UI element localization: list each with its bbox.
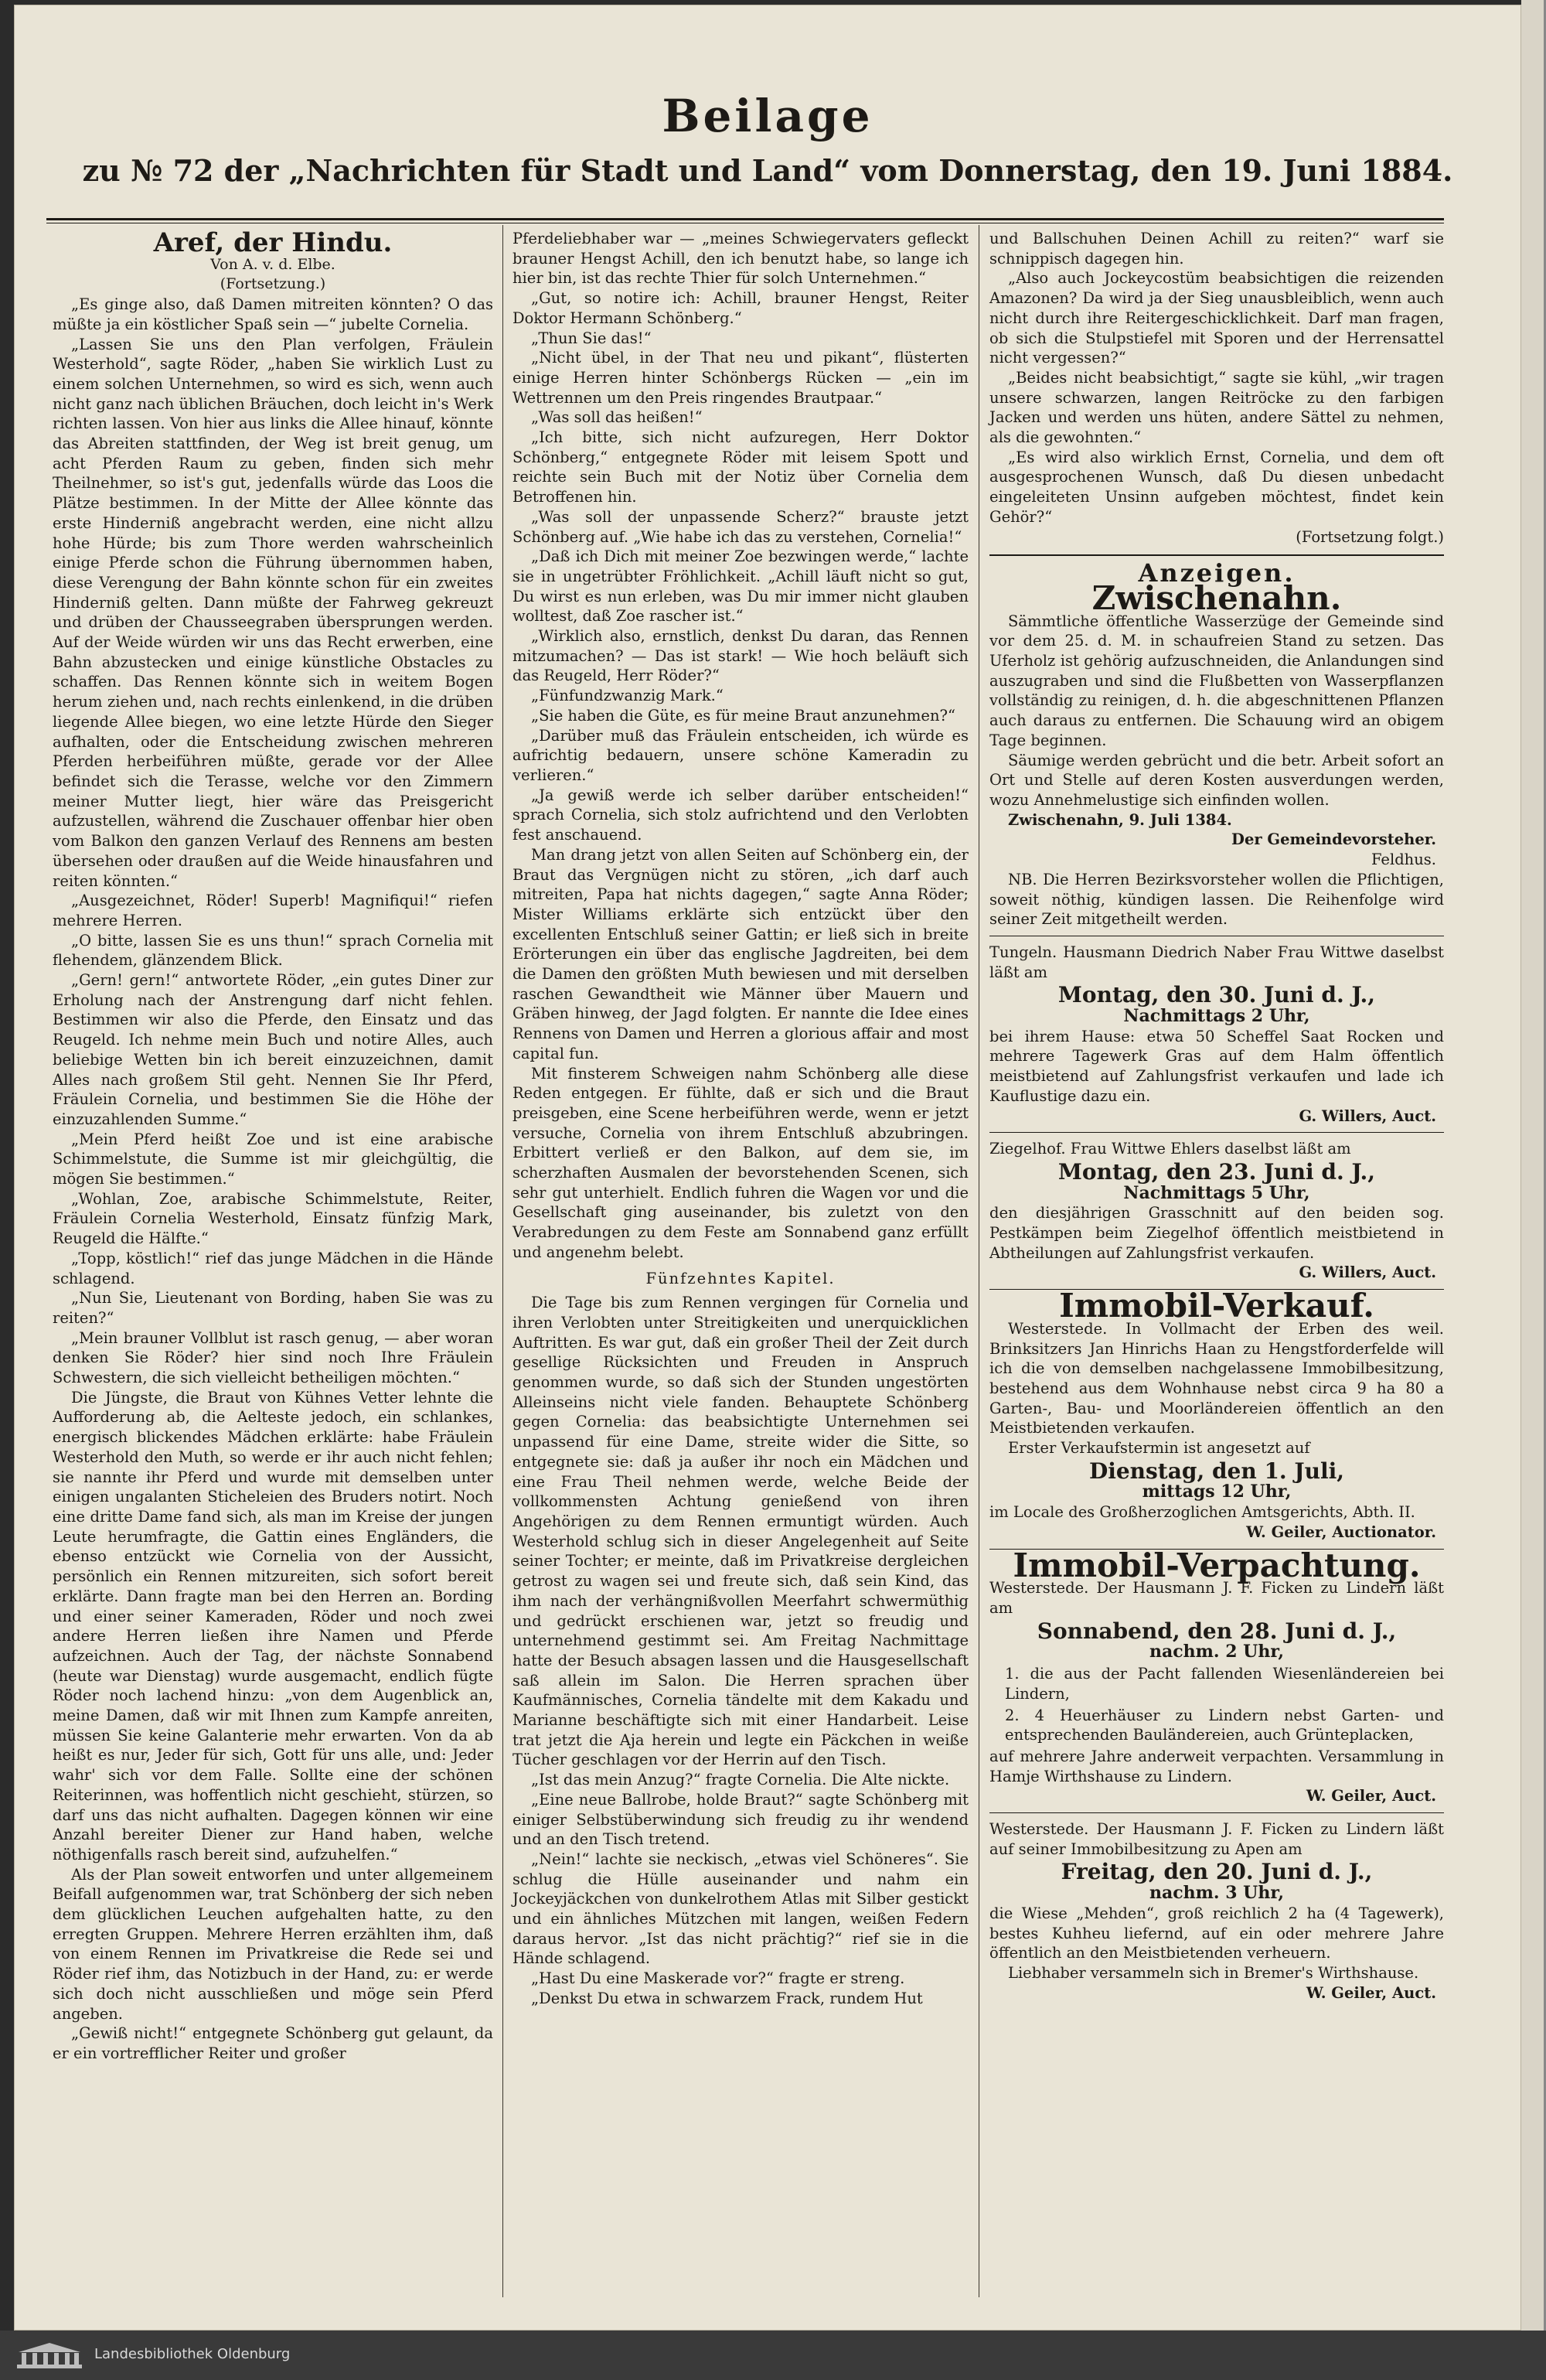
ad-date: Sonnabend, den 28. Juni d. J., (1037, 1618, 1397, 1644)
paragraph: „Gewiß nicht!“ entgegnete Schönberg gut gelaunt, da er ein vortrefflicher Reiter und großer (53, 2024, 493, 2062)
ad-body: Liebhaber versammeln sich in Bremer's Wirthshause. (1008, 1963, 1419, 1982)
ad-signer: G. Willers, Auct. (1299, 1263, 1436, 1282)
ad-headline: Zwischenahn. (1091, 578, 1342, 617)
ad-intro: Westerstede. Der Hausmann J. F. Ficken zu Lindern läßt am (989, 1579, 1444, 1617)
story-column-1 (53, 229, 493, 2064)
ad-westerstede-wiese (989, 1819, 1444, 2003)
paragraph: „Ist das mein Anzug?“ fragte Cornelia. Die Alte nickte. (531, 1771, 950, 1789)
paragraph: „Es wird also wirklich Ernst, Cornelia, und dem oft ausgesprochenen Wunsch, daß Du diesen unbedacht eingeleiteten Unsinn aufgeben möchtest, findet kein Gehör?“ (989, 448, 1444, 526)
ad-place-date: Zwischenahn, 9. Juli 1384. (1008, 810, 1232, 829)
ad-separator (989, 1132, 1444, 1133)
paragraph: „Ja gewiß werde ich selber darüber entscheiden!“ sprach Cornelia, sich stolz aufrichtend und den Verlobten fest anschauend. (512, 786, 969, 844)
paragraph: „Nicht übel, in der That neu und pikant“, flüsterten einige Herren hinter Schönbergs Rücken — „ein im Wettrennen um den Preis ringendes Brautpaar.“ (512, 349, 969, 407)
paragraph: „Es ginge also, daß Damen mitreiten könnten? O das müßte ja ein köstlicher Spaß sein —“ jubelte Cornelia. (53, 295, 493, 333)
paragraph: „Wirklich also, ernstlich, denkst Du daran, das Rennen mitzumachen? — Das ist stark! — Wie hoch beläuft sich das Reugeld, Herr Röder?“ (512, 627, 969, 685)
ad-body: Säumige werden gebrücht und die betr. Arbeit sofort an Ort und Stelle auf deren Kosten ausverdungen werden, wozu Annehmelustige sich einfinden wollen. (989, 751, 1444, 809)
ad-time: nachm. 3 Uhr, (1149, 1883, 1285, 1904)
paragraph: „Also auch Jockeycostüm beabsichtigen die reizenden Amazonen? Da wird ja der Sieg unausbleiblich, wenn auch nicht durch ihre Reitergeschicklichkeit. Darf man fragen, ob sich die Stulpstiefel mit Sporen und der Herrensattel nicht vergessen?“ (989, 269, 1444, 367)
paragraph: „Nun Sie, Lieutenant von Bording, haben Sie was zu reiten?“ (53, 1289, 493, 1327)
paragraph: „Denkst Du etwa in schwarzem Frack, rundem Hut (531, 1989, 923, 2007)
paragraph: und Ballschuhen Deinen Achill zu reiten?“ warf sie schnippisch dagegen hin. (989, 230, 1444, 268)
paragraph: „Ausgezeichnet, Röder! Superb! Magnifiqui!“ riefen mehrere Herren. (53, 892, 493, 929)
ad-headline: Immobil-Verkauf. (1059, 1287, 1374, 1325)
paragraph: Man drang jetzt von allen Seiten auf Schönberg ein, der Braut das Vergnügen nicht zu stören, „ich darf auch mitreiten, Papa hat nichts dagegen,“ sagte Anna Röder; Mister Williams erklärte sich entzückt über den excellenten Entschluß seiner Gattin; er ließ sich in breite Erörterungen ein über das englische Jagdreiten, bei dem die Damen den größten Muth bewiesen und mit derselben raschen Gewandtheit wie Männer über Mauern und Gräben hinweg, der Jagd folgten. Er nannte die Idee eines Rennens von Damen und Herren a glorious affair and most capital fun. (512, 845, 969, 1062)
ad-zwischenahn (989, 578, 1444, 929)
ad-date: Montag, den 23. Juni d. J., (1057, 1158, 1376, 1185)
paragraph: „Gut, so notire ich: Achill, brauner Hengst, Reiter Doktor Hermann Schönberg.“ (512, 289, 969, 327)
paragraph: Die Jüngste, die Braut von Kühnes Vetter lehnte die Aufforderung ab, die Aelteste jedoch, ein schlankes, energisch blickendes Mädchen erklärte: habe Fräulein Westerhold den Muth, so werde er ihr auch nicht fehlen; sie nannte ihr Pferd und wurde mit demselben unter einigen ungalanten Sticheleien des Bruders notirt. Noch eine dritte Dame fand sich, als man im Kreise der jungen Leute herumfragte, die Gattin eines Engländers, die ebenso entzückt wie Cornelia von der Aussicht, persönlich ein Rennen mitzureiten, sich sofort bereit erklärte. Dann fragte man bei den Herren an. Bording und einer seiner Kameraden, Röder und noch zwei andere Herren ließen ihre Namen und Pferde aufzeichnen. Auch der Tag, der nächste Sonnabend (heute war Dienstag) wurde ausgemacht, endlich fügte Röder noch lachend hinzu: „von dem Augenblick an, meine Damen, daß wir mit Ihnen zum Kampfe anreiten, müssen Sie keine Galanterie mehr erwarten. Von da ab heißt es nur, Jeder für sich, Gott für uns alle, und: Jeder wahr' sich vor dem Falle. Sollte eine der schönen Reiterinnen, was hoffentlich nicht geschieht, stürzen, so darf uns das nicht aufhalten. Dagegen können wir eine Anzahl bereiter Diener zur Hand haben, welche nöthigenfalls rasch bereit sind, aufzuhelfen.“ (53, 1388, 493, 1863)
ad-time: nachm. 2 Uhr, (1149, 1642, 1285, 1662)
ad-signer: W. Geiler, Auct. (1306, 1787, 1436, 1805)
ad-body: auf mehrere Jahre anderweit verpachten. Versammlung in Hamje Wirthshause zu Lindern. (989, 1747, 1444, 1785)
ad-signer: W. Geiler, Auct. (1306, 1983, 1436, 2002)
story-continuation-note: (Fortsetzung.) (220, 275, 326, 293)
supplement-title: Beilage (662, 90, 873, 142)
paragraph: Als der Plan soweit entworfen und unter allgemeinem Beifall aufgenommen war, trat Schönberg der sich neben dem glücklichen Leuchen aufgehalten hatte, zu den erregten Gruppen. Mehrere Herren erzählten ihm, daß von einem Rennen im Privatkreise die Rede sei und Röder rief ihm, das Notizbuch in der Hand, zu: er werde sich doch nicht ausschließen und möge sein Pferd angeben. (53, 1865, 493, 2023)
ad-body: im Locale des Großherzoglichen Amtsgerichts, Abth. II. (989, 1503, 1415, 1522)
ad-signer: Feldhus. (1371, 851, 1436, 869)
library-name: Landesbibliothek Oldenburg (94, 2346, 291, 2362)
paragraph: „Ich bitte, sich nicht aufzuregen, Herr Doktor Schönberg,“ entgegnete Röder mit leisem Spott und reichte sein Buch mit der Notiz über Cornelia dem Betroffenen hin. (512, 428, 969, 506)
paragraph: Mit finsterem Schweigen nahm Schönberg alle diese Reden entgegen. Er fühlte, daß er sich und die Braut preisgeben, eine Scene herbeiführen werde, wenn er jetzt versuche, Cornelia von ihrem Entschluß abzubringen. Erbittert verließ er den Balkon, auf dem sie, im scherzhaften Ausmalen der bevorstehenden Scenen, sich sehr gut unterhielt. Endlich fuhren die Wagen vor und die Gesellschaft ging auseinander, bis zuletzt von den Verabredungen zu dem Feste am Sonnabend ganz erfüllt und angenehm belebt. (512, 1064, 969, 1261)
paragraph: Pferdeliebhaber war — „meines Schwiegervaters gefleckt brauner Hengst Achill, den ich benutzt habe, so lange ich hier bin, ist das rechte Thier für solch Unternehmen.“ (512, 230, 969, 288)
paragraph: „Nein!“ lachte sie neckisch, „etwas viel Schöneres“. Sie schlug die Hülle auseinander und nahm ein Jockeyjäckchen von dunkelrothem Atlas mit Silber gestickt und ein ähnliches Mützchen mit langen, weißen Federn daraus hervor. „Ist das nicht prächtig?“ rief sie in die Hände schlagend. (512, 1850, 969, 1968)
ad-list-item: 2. 4 Heuerhäuser zu Lindern nebst Garten- und entsprechenden Bauländereien, auch Grünteplacken, (1005, 1706, 1444, 1744)
paragraph: „Was soll der unpassende Scherz?“ brauste jetzt Schönberg auf. „Wie habe ich das zu verstehen, Cornelia!“ (512, 507, 969, 546)
paragraph: „Fünfundzwanzig Mark.“ (531, 687, 724, 705)
ad-list-item: 1. die aus der Pacht fallenden Wiesenländereien bei Lindern, (1005, 1665, 1444, 1703)
ad-intro: Ziegelhof. Frau Wittwe Ehlers daselbst läßt am (989, 1140, 1351, 1158)
newspaper-page (14, 5, 1521, 2331)
library-footer (0, 2331, 1546, 2380)
ad-body: Sämmtliche öffentliche Wasserzüge der Gemeinde sind vor dem 25. d. M. in schaufreien Stand zu setzen. Das Uferholz ist gehörig aufzuschneiden, die Anlandungen sind auszugraben und sind die Flußbetten von Wasserpflanzen vollständig zu reinigen, d. h. die abgeschnittenen Pflanzen auch daraus zu entfernen. Die Schauung wird an obigem Tage beginnen. (989, 612, 1444, 749)
ad-body: den diesjährigen Grasschnitt auf den beiden sog. Pestkämpen beim Ziegelhof öffentlich meistbietend in Abtheilungen auf Zahlungsfrist verkaufen. (989, 1204, 1444, 1262)
to-be-continued: (Fortsetzung folgt.) (1296, 527, 1444, 546)
ad-body: Westerstede. In Vollmacht der Erben des weil. Brinksitzers Jan Hinrichs Haan zu Hengstforderfelde will ich die von demselben nachgelassene Immobilbesitzung, bestehend aus dem Wohnhause nebst circa 9 ha 80 a Garten-, Bau- und Moorländereien öffentlich an den Meistbietenden verkaufen. (989, 1319, 1444, 1437)
ad-date: Montag, den 30. Juni d. J., (1057, 982, 1376, 1008)
paragraph: „Mein brauner Vollblut ist rasch genug, — aber woran denken Sie Röder? hier sind noch Ihre Fräulein Schwestern, die sich vielleicht betheiligen möchten.“ (53, 1328, 493, 1387)
paragraph: Die Tage bis zum Rennen vergingen für Cornelia und ihren Verlobten unter Streitigkeiten und unerquicklichen Auftritten. Es war gut, daß ein großer Theil der Zeit durch gesellige Rücksichten und Freuden in Anspruch genommen wurde, so daß sich der Stunden ungestörten Alleinseins nicht viele fanden. Behauptete Schönberg gegen Cornelia: das beabsichtigte Unternehmen sei unpassend für eine Dame, streite wider die Sitte, so entgegnete sie: daß ja außer ihr noch ein Mädchen und eine Frau Theil nehmen werde, welche Beide der vollkommensten Achtung genießend von ihren Angehörigen zu dem Rennen ermuntigt würden. Auch Westerhold schlug sich in dieser Angelegenheit auf Seite seiner Tochter; er meinte, daß im Privatkreise dergleichen getrost zu wagen sei und freute sich, daß sein Kind, das ihm nach der verhängnißvollen Meerfahrt schwermüthig und gedrückt erschienen war, jetzt so freudig und unternehmend gestimmt sei. Am Freitag Nachmittage hatte der Besuch absagen lassen und die Hausgesellschaft saß allein im Salon. Die Herren sprachen über Kaufmännisches, Cornelia tändelte mit dem Kakadu und Marianne beschäftigte sich mit einer Handarbeit. Leise trat jetzt die Aja herein und legte ein Päckchen in weiße Tücher geschlagen vor der Herrin auf den Tisch. (512, 1294, 969, 1769)
paragraph: „Mein Pferd heißt Zoe und ist eine arabische Schimmelstute, die Summe ist mir gleichgültig, die mögen Sie bestimmen.“ (53, 1130, 493, 1188)
page-edge-strip (1521, 0, 1546, 2380)
story-byline: Von A. v. d. Elbe. (210, 255, 335, 273)
masthead (14, 90, 1521, 188)
paragraph: „Wohlan, Zoe, arabische Schimmelstute, Reiter, Fräulein Cornelia Westerhold, Einsatz fünfzig Mark, Reugeld die Hälfte.“ (53, 1189, 493, 1248)
ad-note: NB. Die Herren Bezirksvorsteher wollen die Pflichtigen, soweit nöthig, kündigen lassen. Die Reihenfolge wird seiner Zeit mitgetheilt werden. (989, 870, 1444, 929)
issue-line: zu № 72 der „Nachrichten für Stadt und Land“ vom Donnerstag, den 19. Juni 1884. (82, 153, 1453, 188)
library-building-icon (15, 2341, 83, 2371)
chapter-heading: Fünfzehntes Kapitel. (645, 1269, 836, 1287)
story-title: Aref, der Hindu. (153, 227, 393, 258)
ad-time: Nachmittags 5 Uhr, (1123, 1182, 1310, 1203)
ad-signer: W. Geiler, Auctionator. (1246, 1522, 1436, 1541)
ads-header: Anzeigen. (1138, 558, 1296, 588)
paragraph: „Sie haben die Güte, es für meine Braut anzunehmen?“ (531, 706, 955, 725)
column-divider-1 (502, 225, 503, 2297)
ad-body: Erster Verkaufstermin ist angesetzt auf (1008, 1439, 1310, 1458)
masthead-rule (46, 218, 1444, 220)
story-and-ads-column (989, 229, 1444, 2003)
paragraph: „Lassen Sie uns den Plan verfolgen, Fräulein Westerhold“, sagte Röder, „haben Sie wirklich Lust zu einem solchen Unternehmen, so wird es sich, wenn auch nicht ganz nach üblichen Bräuchen, doch leicht in's Werk richten lassen. Von hier aus links die Allee hinauf, könnte das Abreiten stattfinden, der Weg ist breit genug, um acht Pferden Raum zu geben, finden sich mehr Theilnehmer, so ist's gut, jedenfalls würde das Loos die Plätze bestimmen. In der Mitte der Allee könnte das erste Hinderniß angebracht werden, eine nicht allzu hohe Hürde; bis zum Thore werden wahrscheinlich einige Pferde schon die Führung übernommen haben, diese Verengung der Bahn könnte schon für ein zweites Hinderniß gelten. Dann müßte der Fahrweg gekreuzt und drüben der Chausseegraben übersprungen werden. Auf der Weide würden wir uns das Recht erwerben, eine Bahn abzustecken und einige künstliche Obstacles zu schaffen. Das Rennen könnte sich in weitem Bogen herum ziehen und, nach rechts einlenkend, in die drüben liegende Allee biegen, wo eine letzte Hürde den Sieger aufhalten, oder die Entscheidung zwischen mehreren Pferden herbeiführen müßte, gerade vor der Allee befindet sich die Terasse, welche vor den Zimmern meiner Mutter liegt, hier wäre das Preisgericht aufzustellen, während die Zuschauer offenbar hier oben vom Balkon den ganzen Verlauf des Rennens am besten übersehen oder draußen auf die Weide hinausfahren und reiten könnten.“ (53, 335, 493, 890)
ad-body: bei ihrem Hause: etwa 50 Scheffel Saat Rocken und mehrere Tagewerk Gras auf dem Halm öffentlich meistbietend auf Zahlungsfrist verkaufen und lade ich Kauflustige dazu ein. (989, 1027, 1444, 1105)
ad-signer: G. Willers, Auct. (1299, 1106, 1436, 1125)
paragraph: „Beides nicht beabsichtigt,“ sagte sie kühl, „wir tragen unsere schwarzen, langen Reitröcke zu den farbigen Jacken und werden uns hüten, andere Sättel zu nehmen, als die gewohnten.“ (989, 368, 1444, 447)
ad-headline: Immobil-Verpachtung. (1013, 1546, 1421, 1584)
paragraph: „O bitte, lassen Sie es uns thun!“ sprach Cornelia mit flehendem, glänzendem Blick. (53, 931, 493, 970)
story-column-2 (512, 229, 969, 2009)
ad-immobil-verkauf (989, 1287, 1444, 1542)
ad-ziegelhof (989, 1139, 1444, 1283)
ad-signer-title: Der Gemeindevorsteher. (1231, 830, 1436, 849)
paragraph: „Eine neue Ballrobe, holde Braut?“ sagte Schönberg mit einiger Selbstüberwindung sich freudig zu ihr wendend und an den Tisch tretend. (512, 1790, 969, 1849)
ad-date: Dienstag, den 1. Juli, (1088, 1458, 1345, 1484)
paragraph: „Gern! gern!“ antwortete Röder, „ein gutes Diner zur Erholung nach der Anstrengung darf nicht fehlen. Bestimmen wir also die Pferde, den Einsatz und das Reugeld. Ich nehme mein Buch und notire Alles, auch beliebige Wetten bin ich bereit einzuzeichnen, damit Alles nach großem Stil geht. Nennen Sie Ihr Pferd, Fräulein Cornelia, und bestimmen Sie die Höhe der einzuzahlenden Summe.“ (53, 971, 493, 1128)
ad-separator (989, 1812, 1444, 1813)
ads-separator (989, 554, 1444, 556)
ad-time: Nachmittags 2 Uhr, (1123, 1006, 1310, 1027)
ad-tungeln (989, 943, 1444, 1126)
ad-intro: Tungeln. Hausmann Diedrich Naber Frau Wittwe daselbst läßt am (989, 943, 1444, 981)
paragraph: „Topp, köstlich!“ rief das junge Mädchen in die Hände schlagend. (53, 1249, 493, 1287)
paragraph: „Hast Du eine Maskerade vor?“ fragte er streng. (531, 1969, 905, 1988)
ad-intro: Westerstede. Der Hausmann J. F. Ficken zu Lindern läßt auf seiner Immobilbesitzung zu Apen am (989, 1820, 1444, 1858)
ad-body: die Wiese „Mehden“, groß reichlich 2 ha (4 Tagewerk), bestes Kuhheu liefernd, auf ein oder mehrere Jahre öffentlich an den Meistbietenden verheuern. (989, 1904, 1444, 1962)
ad-date: Freitag, den 20. Juni d. J., (1061, 1859, 1373, 1885)
ad-time: mittags 12 Uhr, (1142, 1482, 1292, 1502)
ad-immobil-verpachtung (989, 1546, 1444, 1806)
paragraph: „Was soll das heißen!“ (531, 408, 703, 427)
paragraph: „Thun Sie das!“ (531, 329, 652, 347)
paragraph: „Darüber muß das Fräulein entscheiden, ich würde es aufrichtig bedauern, unsere schöne Kameradin zu verlieren.“ (512, 726, 969, 784)
paragraph: „Daß ich Dich mit meiner Zoe bezwingen werde,“ lachte sie in ungetrübter Fröhlichkeit. „Achill läuft nicht so gut, Du wirst es nun erleben, was Du mir immer nicht glauben wolltest, daß Zoe rascher ist.“ (512, 547, 969, 626)
